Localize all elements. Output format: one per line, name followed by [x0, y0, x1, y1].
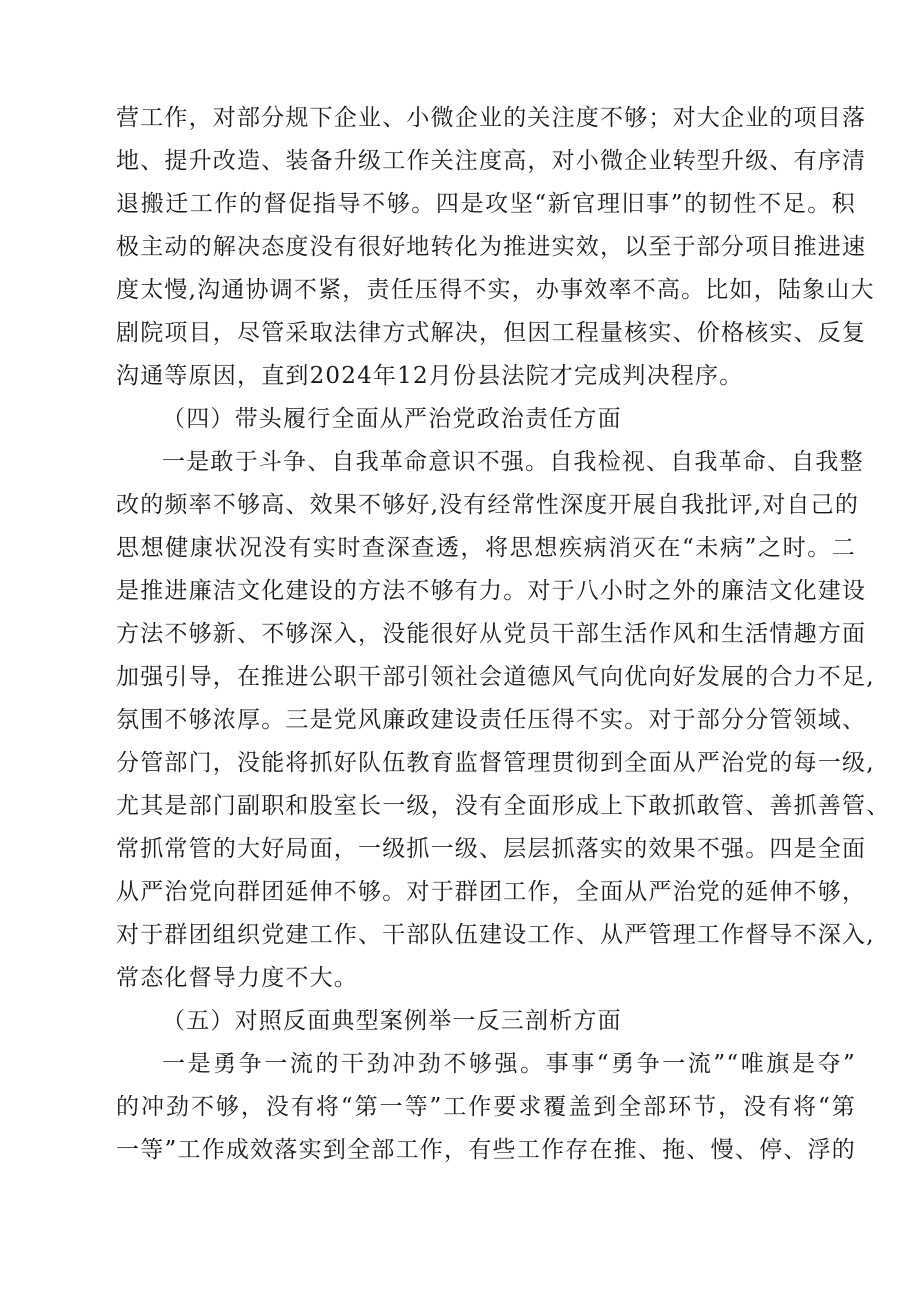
- paragraph-line: 常抓常管的大好局面，一级抓一级、层层抓落实的效果不强。四是全面: [116, 836, 867, 862]
- paragraph-line: 氛围不够浓厚。三是党风廉政建设责任压得不实。对于部分分管领域、: [116, 707, 867, 733]
- paragraph-line: 从严治党向群团延伸不够。对于群团工作，全面从严治党的延伸不够，: [116, 879, 867, 905]
- paragraph-line: 的冲劲不够，没有将“第一等”工作要求覆盖到全部环节，没有将“第: [116, 1094, 856, 1120]
- paragraph-line: 度太慢,沟通协调不紧，责任压得不实，办事效率不高。比如，陆象山大: [116, 277, 875, 303]
- paragraph-line: 思想健康状况没有实时查深查透，将思想疾病消灭在“未病”之时。二: [116, 535, 856, 561]
- paragraph-first-line: 一是勇争一流的干劲冲劲不够强。事事“勇争一流”“唯旗是夺”: [162, 1051, 856, 1077]
- paragraph-line: 加强引导，在推进公职干部引领社会道德风气向优向好发展的合力不足,: [116, 664, 875, 690]
- paragraph-line: 是推进廉洁文化建设的方法不够有力。对于八小时之外的廉洁文化建设: [116, 578, 867, 604]
- paragraph-first-line: 一是敢于斗争、自我革命意识不强。自我检视、自我革命、自我整: [162, 449, 864, 475]
- paragraph-line: 剧院项目，尽管采取法律方式解决，但因工程量核实、价格核实、反复: [116, 320, 867, 346]
- paragraph-line: 营工作，对部分规下企业、小微企业的关注度不够；对大企业的项目落: [116, 105, 867, 131]
- section-4-heading: （四）带头履行全面从严治党政治责任方面: [162, 406, 622, 432]
- paragraph-line: 极主动的解决态度没有很好地转化为推进实效，以至于部分项目推进速: [116, 234, 867, 260]
- paragraph-line-last: 常态化督导力度不大。: [116, 965, 358, 991]
- paragraph-line: 方法不够新、不够深入，没能很好从党员干部生活作风和生活情趣方面: [116, 621, 867, 647]
- paragraph-line-last: 沟通等原因，直到2024年12月份县法院才完成判决程序。: [116, 363, 744, 389]
- paragraph-line: 退搬迁工作的督促指导不够。四是攻坚“新官理旧事”的韧性不足。积: [116, 191, 856, 217]
- paragraph-line: 分管部门，没能将抓好队伍教育监督管理贯彻到全面从严治党的每一级,: [116, 750, 875, 776]
- paragraph-line: 改的频率不够高、效果不够好,没有经常性深度开展自我批评,对自己的: [116, 492, 860, 518]
- paragraph-line: 一等”工作成效落实到全部工作，有些工作存在推、拖、慢、停、浮的: [116, 1137, 856, 1163]
- paragraph-line: 地、提升改造、装备升级工作关注度高，对小微企业转型升级、有序清: [116, 148, 867, 174]
- paragraph-line: 尤其是部门副职和股室长一级，没有全面形成上下敢抓敢管、善抓善管、: [116, 793, 891, 819]
- paragraph-line: 对于群团组织党建工作、干部队伍建设工作、从严管理工作督导不深入,: [116, 922, 875, 948]
- section-5-heading: （五）对照反面典型案例举一反三剖析方面: [162, 1008, 622, 1034]
